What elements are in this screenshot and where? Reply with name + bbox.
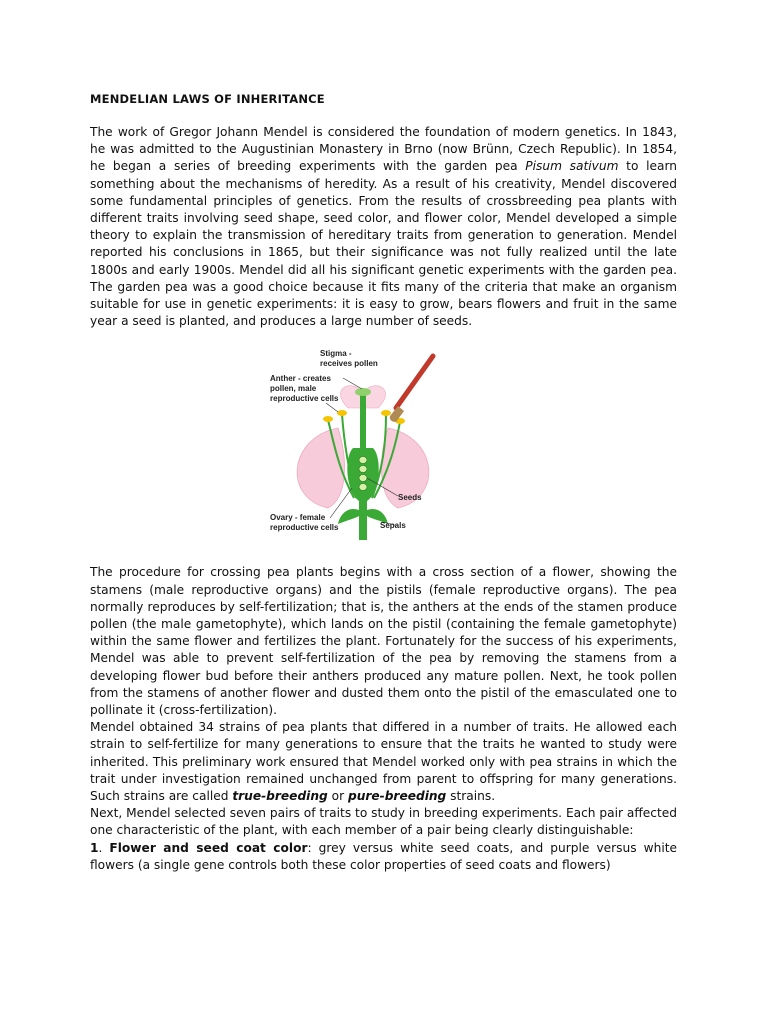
label-stigma-1: Stigma - [320,349,352,359]
stigma [355,388,371,396]
label-stigma-2: receives pollen [320,359,378,369]
flower-diagram [268,348,458,548]
label-seeds: Seeds [398,493,422,503]
strains-text-or: or [327,789,348,804]
term-pure-breeding: pure-breeding [347,789,447,804]
label-sepals: Sepals [380,521,406,531]
stem [359,500,367,540]
species-name: Pisum sativum [525,159,619,174]
strains-paragraph [90,719,677,805]
traits-paragraph: Next, Mendel selected seven pairs of traits to study in breeding experiments. Each pair affected one characteristic of the plant, with each member of a pair being clearly distinguishable: [90,806,677,838]
trait-item-text: : grey versus white seed coats, and purple versus white flowers (a single gene controls both these color properties of seed coats and flowers) [90,840,678,872]
trait-item-number: 1 [90,840,99,855]
petal-left [297,428,344,508]
style [360,392,366,450]
trait-item-title: Flower and seed coat color [109,840,308,855]
intro-paragraph [90,124,677,330]
label-anther-3: reproductive cells [270,394,339,404]
label-ovary-1: Ovary - female [270,513,326,523]
label-anther-2: pollen, male [270,384,317,394]
flower-illustration [268,348,458,548]
document-page [90,92,677,874]
label-anther-1: Anther - creates [270,374,331,384]
procedure-paragraph: The procedure for crossing pea plants begins with a cross section of a flower, showing the stamens (male reproductive organs) and the pistils (female reproductive organs). The pea normally reproduces by self-fertilization; that is, the anthers at the ends of the stamen produce pollen (the male gametophyte), which lands on the pistil (containing the female gametophyte) within the same flower and fertilizes the plant. Fortunately for the success of his experiments, Mendel was able to prevent self-fertilization of the pea by removing the stamens from a developing flower bud before their anthers produced any mature pollen. Next, he took pollen from the stamens of another flower and dusted them onto the pistil of the emasculated one to pollinate it (cross-fertilization). [90,565,677,718]
trait-item-1 [90,840,677,874]
brush-handle [396,356,433,408]
sepal-left [338,509,359,524]
intro-text-a: The work of Gregor Johann Mendel is considered the foundation of modern genetics. In 1843, he was admitted to the Augustinian Monastery in Brno (now Brünn, Czech Republic). In 1854, he began a series of breeding experiments with the garden pea [90,125,677,174]
term-true-breeding: true-breeding [232,789,328,804]
label-ovary-2: reproductive cells [270,523,339,533]
document-heading: MENDELIAN LAWS OF INHERITANCE [90,92,325,106]
strains-text-a: Mendel obtained 34 strains of pea plants that differed in a number of traits. He allowed each strain to self-fertilize for many generations to ensure that the traits he wanted to study were inherited. This preliminary work ensured that Mendel worked only with pea strains in which the trait under investigation remained unchanged from parent to offspring for many generations. Such strains are called [90,720,677,804]
intro-text-b: to learn something about the mechanisms of heredity. As a result of his creativity, Mendel discovered some fundamental principles of genetics. From the results of crossbreeding pea plants with different traits involving seed shape, seed color, and flower color, Mendel developed a simple theory to explain the transmission of hereditary traits from generation to generation. Mendel reported his conclusions in 1865, but their significance was not fully realized until the late 1800s and early 1900s. Mendel did all his significant genetic experiments with the garden pea. The garden pea was a good choice because it fits many of the criteria that make an organism suitable for use in genetic experiments: it is easy to grow, bears flowers and fruit in the same year a seed is planted, and produces a large number of seeds. [90,159,677,329]
strains-text-b: strains. [446,789,496,804]
trait-item-sep: . [98,840,110,855]
